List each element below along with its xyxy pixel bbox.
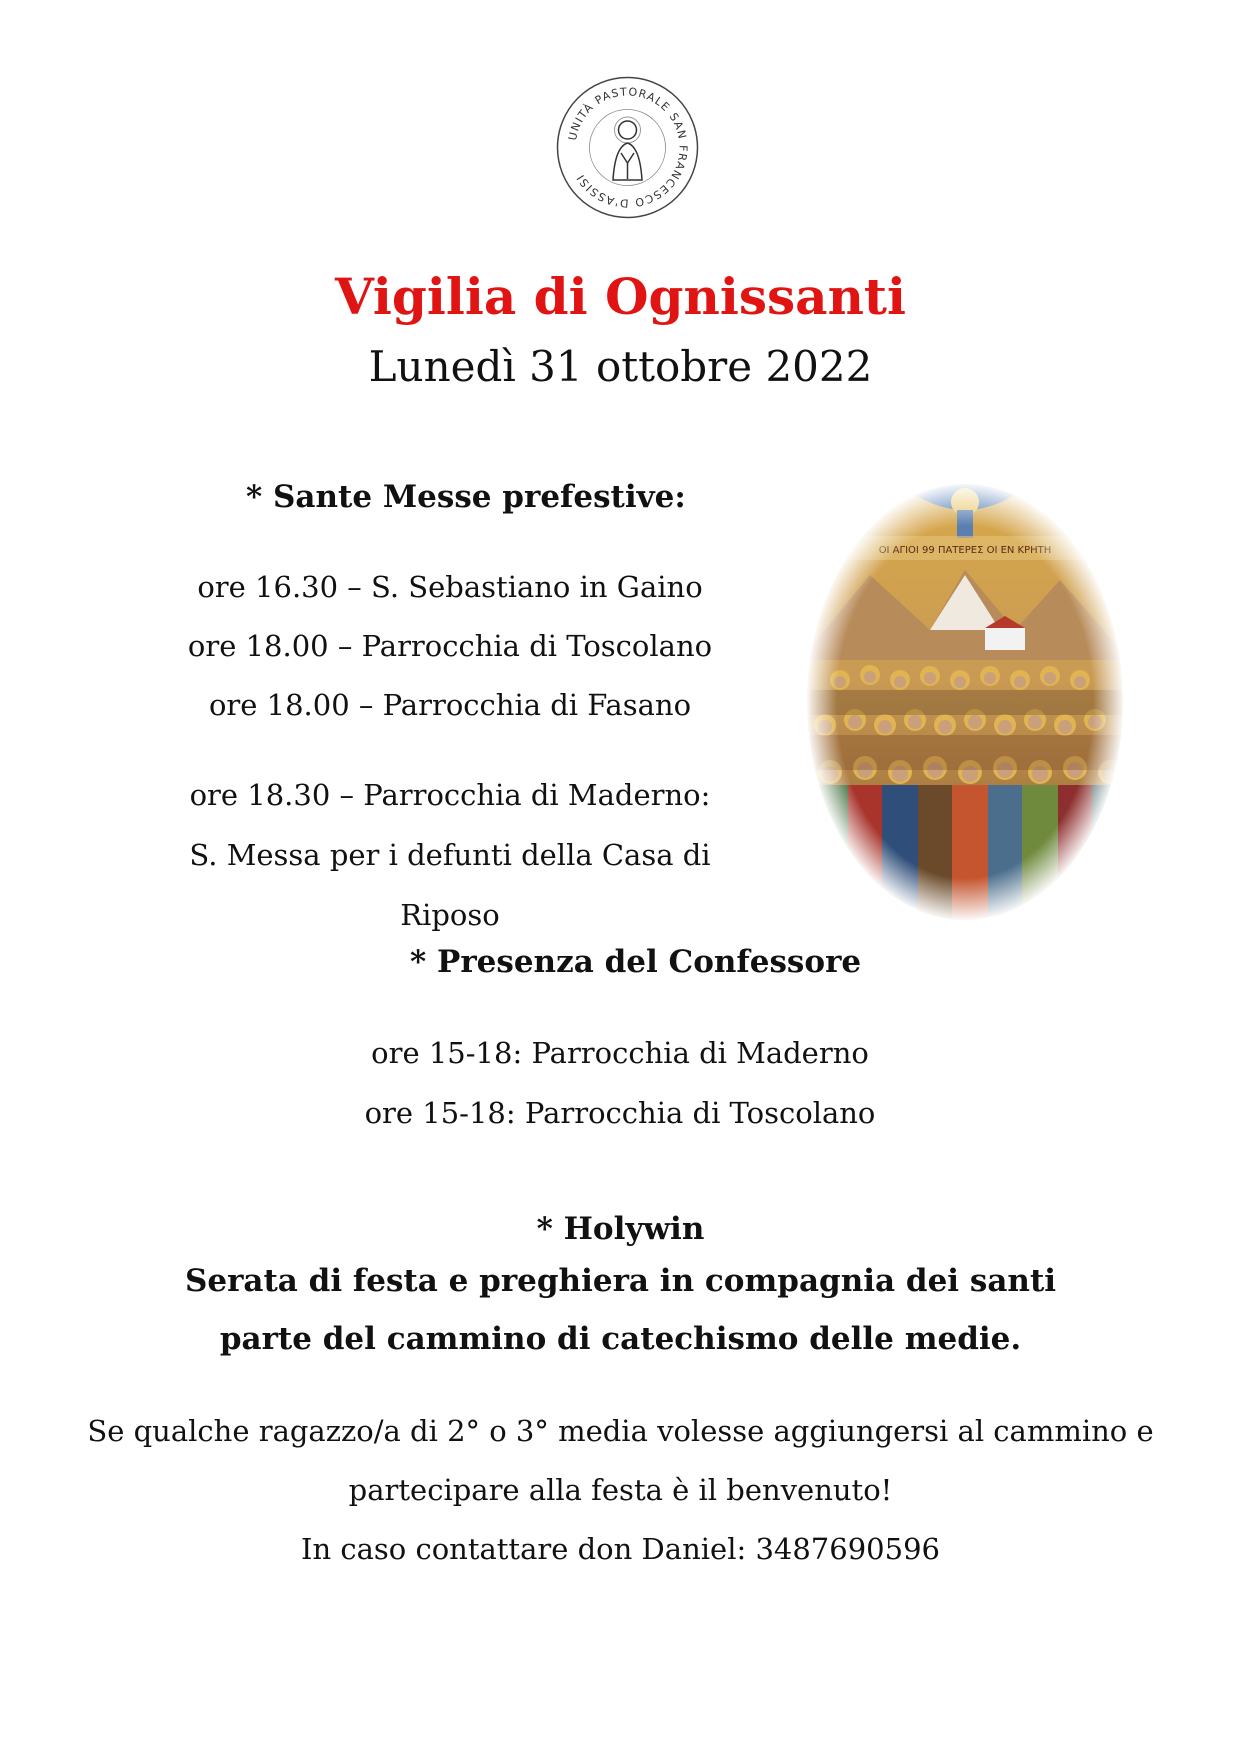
logo-ring-text: UNITÀ PASTORALE SAN FRANCESCO D'ASSISI <box>565 85 690 210</box>
saint-francis-icon <box>613 117 642 180</box>
mass-line: ore 16.30 – S. Sebastiano in Gaino <box>197 570 703 604</box>
parish-logo-emblem <box>555 75 700 220</box>
contact-line: In caso contattare don Daniel: 3487690596 <box>301 1532 940 1566</box>
holywin-description <box>0 1252 1241 1368</box>
confessor-line: ore 15-18: Parrocchia di Toscolano <box>364 1096 876 1130</box>
mass-line: ore 18.00 – Parrocchia di Fasano <box>208 688 692 722</box>
svg-text:UNITÀ PASTORALE SAN FRANCESCO <box>566 85 690 209</box>
masses-list <box>150 558 750 735</box>
mass-line: ore 18.00 – Parrocchia di Toscolano <box>187 629 713 663</box>
saints-icon-image <box>800 480 1130 925</box>
saints-icon <box>800 480 1130 925</box>
parish-logo <box>555 75 700 220</box>
confessor-line: ore 15-18: Parrocchia di Maderno <box>371 1036 869 1070</box>
holywin-heading: * Holywin <box>536 1211 705 1247</box>
maderno-mass <box>140 765 760 932</box>
event-date: Lunedì 31 ottobre 2022 <box>368 342 873 391</box>
contact-notes <box>0 1402 1241 1579</box>
masses-heading: * Sante Messe prefestive: <box>246 479 686 515</box>
confessor-heading: * Presenza del Confessore <box>410 944 862 980</box>
notes-line: Se qualche ragazzo/a di 2° o 3° media volesse aggiungersi al cammino e <box>87 1414 1154 1448</box>
notes-line: partecipare alla festa è il benvenuto! <box>348 1473 893 1507</box>
holywin-line: Serata di festa e preghiera in compagnia dei santi <box>184 1263 1057 1299</box>
confessor-list <box>310 1023 930 1143</box>
maderno-mass-line: ore 18.30 – Parrocchia di Maderno: <box>189 778 711 812</box>
holywin-line: parte del cammino di catechismo delle medie. <box>219 1321 1022 1357</box>
page-title: Vigilia di Ognissanti <box>334 267 907 326</box>
maderno-mass-note: S. Messa per i defunti della Casa di Riposo <box>189 838 711 932</box>
